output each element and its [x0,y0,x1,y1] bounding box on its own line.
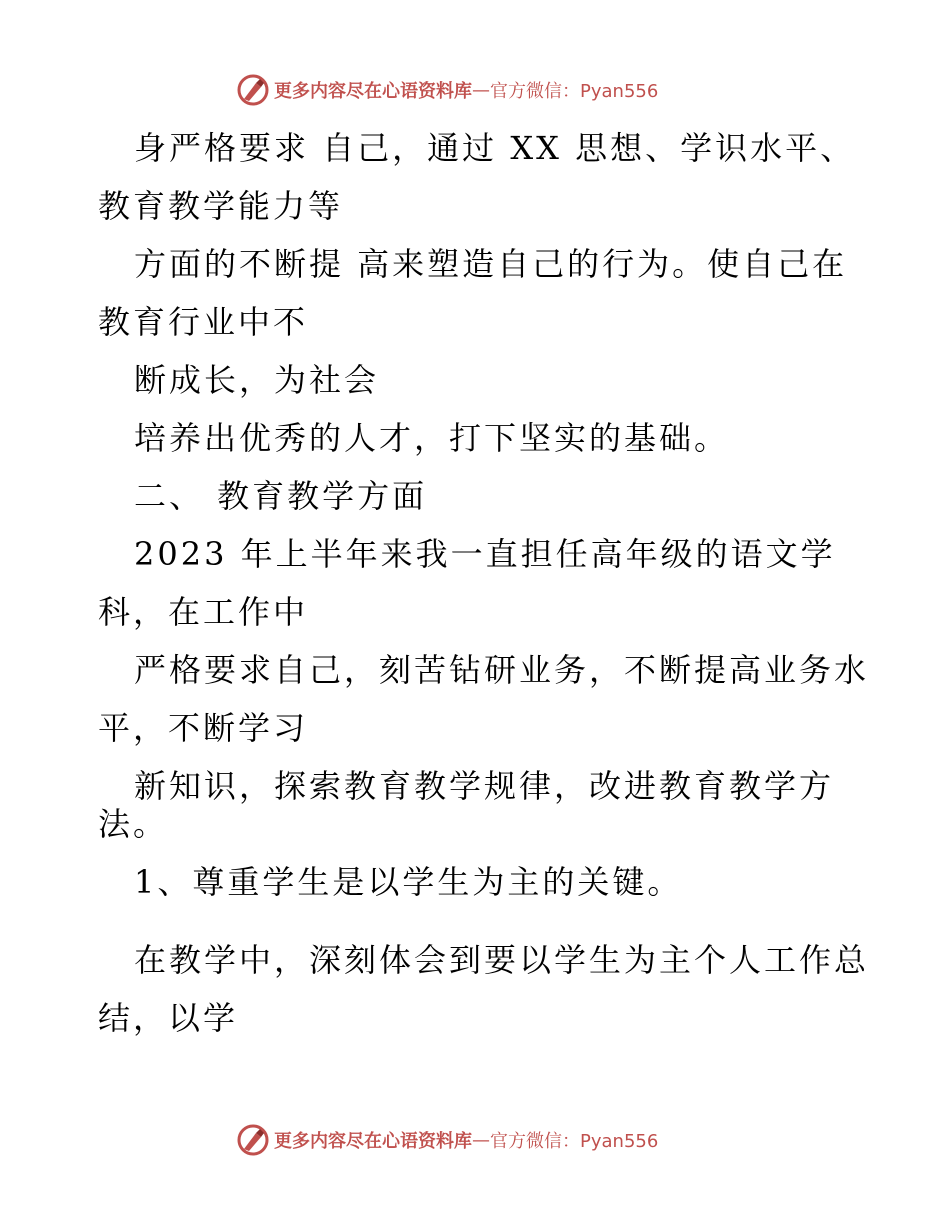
text-line: 严格要求自己，刻苦钻研业务，不断提高业务水 [134,651,870,689]
watermark-brand: 更多内容尽在心语资料库 [274,81,472,102]
pen-logo-icon [236,73,270,107]
text-line: 身严格要求 自己，通过 XX 思想、学识水平、 [134,129,856,167]
text-line: 平，不断学习 [98,709,309,747]
watermark-brand: 更多内容尽在心语资料库 [274,1131,472,1152]
text-line: 结，以学 [98,999,239,1037]
footer-watermark [236,1122,658,1158]
section-heading: 二、 教育教学方面 [134,477,428,515]
text-line: 方面的不断提 高来塑造自己的行为。使自己在 [134,245,848,283]
text-line: 1、尊重学生是以学生为主的关键。 [134,863,683,901]
text-line: 教育行业中不 [98,303,309,341]
watermark-separator: — [472,1129,490,1151]
watermark-contact: 官方微信：Pyan556 [490,1131,659,1152]
text-line: 科，在工作中 [98,593,309,631]
text-line: 教育教学能力等 [98,187,344,225]
watermark-contact: 官方微信：Pyan556 [490,81,659,102]
text-line: 法。 [98,805,169,843]
header-watermark [236,72,658,108]
text-line: 断成长，为社会 [134,361,380,399]
text-line: 在教学中，深刻体会到要以学生为主个人工作总 [134,941,870,979]
text-line: 2023 年上半年来我一直担任高年级的语文学 [134,535,836,573]
text-line: 新知识，探索教育教学规律，改进教育教学方 [134,767,835,805]
pen-logo-icon [236,1123,270,1157]
text-line: 培养出优秀的人才，打下坚实的基础。 [134,419,730,457]
watermark-separator: — [472,79,490,101]
